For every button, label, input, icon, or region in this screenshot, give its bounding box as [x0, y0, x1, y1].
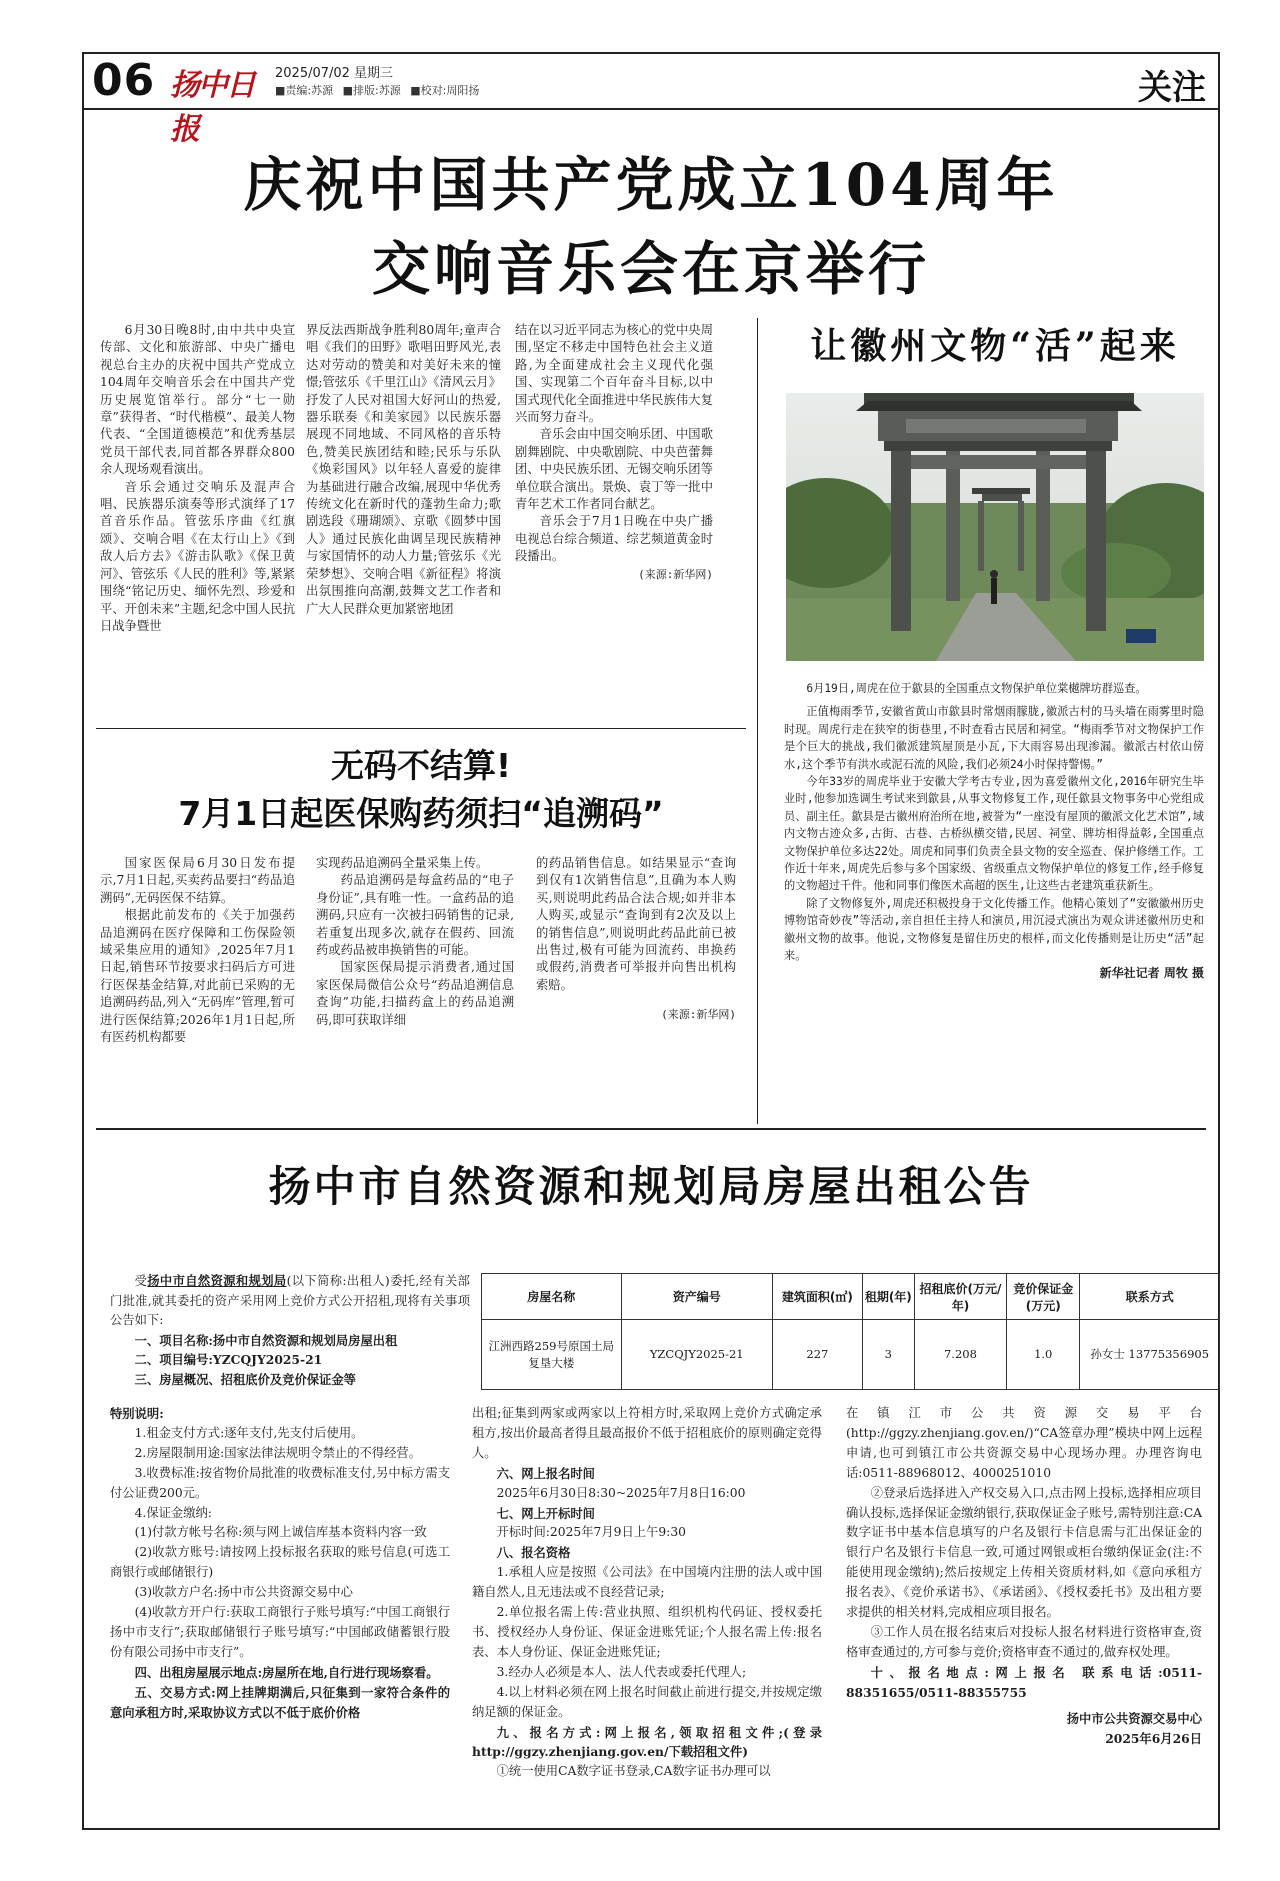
notice-intro [110, 1271, 470, 1390]
notice-paragraph: ②登录后选择进入产权交易入口,点击网上投标,选择相应项目确认投标,选择保证金缴纳银行,获取保证金子账号,需特别注意:CA数字证书中基本信息填写的户名及银行卡信息需与汇出保证金的银行户名及银行卡信息一致,可通过网银或柜台缴纳保证金(注:不能使用现金缴纳);然后按规定上传相关资质材料,如《意向承租方报名表》、《竞价承诺书》、《承诺函》、《授权委托书》及出租方要求提供的相关材料,完成相应项目报名。 [846, 1485, 1202, 1620]
signature-date: 2025年6月26日 [1105, 1730, 1202, 1746]
cell-lease-term: 3 [862, 1320, 914, 1390]
notice-title: 扬中市自然资源和规划局房屋出租公告 [268, 1162, 1034, 1211]
page-header [82, 52, 1220, 147]
headline-line-1: 庆祝中国共产党成立104周年 [243, 151, 1059, 219]
header-cell: 资产编号 [621, 1274, 772, 1320]
intro-prefix: 受 [134, 1274, 148, 1288]
paragraph: 结在以习近平同志为核心的党中央周围,坚定不移走中国特色社会主义道路,为全面建成社会主义现代化强国、实现第二个百年奋斗目标,以中国式现代化全面推进中华民族伟大复兴而努力奋斗。 [515, 323, 713, 425]
article1-column-3 [515, 322, 713, 583]
notice-paragraph: 3.经办人必须是本人、法人代表或委托代理人; [496, 1664, 747, 1679]
paragraph: 音乐会于7月1日晚在中央广播电视总台综合频道、综艺频道黄金时段播出。 [515, 514, 713, 564]
headline-line-2: 交响音乐会在京举行 [371, 235, 930, 303]
paragraph: 国家医保局提示消费者,通过国家医保局微信公众号“药品追溯信息查询”功能,扫描药盒上的药品追溯码,即可获取详细 [316, 960, 514, 1027]
caption-lead: 6月19日,周虎在位于歙县的全国重点文物保护单位棠樾牌坊群巡查。 [806, 682, 1147, 695]
notice-paragraph: 八、报名资格 [496, 1545, 571, 1561]
notice-paragraph: 四、出租房屋展示地点:房屋所在地,自行进行现场察看。 [134, 1664, 439, 1680]
paragraph: 音乐会通过交响乐及混声合唱、民族器乐演奏等形式演绎了17首音乐作品。管弦乐序曲《红旗颂》、交响合唱《在太行山上》《到敌人后方去》《游击队歌》《保卫黄河》、管弦乐《人民的胜利》等,紧紧围绕“铭记历史、缅怀先烈、珍爱和平、开创未来”主题,纪念中国人民抗日战争暨世 [100, 479, 295, 633]
cell-asset-number: YZCQJY2025-21 [621, 1320, 772, 1390]
signature-organization: 扬中市公共资源交易中心 [1066, 1710, 1202, 1726]
paragraph: 6月30日晚8时,由中共中央宣传部、文化和旅游部、中央广播电视总台主办的庆祝中国共产党成立104周年交响音乐会在中国共产党历史展览馆举行。部分“七一勋章”获得者、“时代楷模”、最美人物代表、“全国道德模范”和优秀基层党员干部代表,同首都各界群众800余人现场观看演出。 [100, 323, 295, 477]
intro-rest: (以下简称:出租人)委托,经有关部门批准,就其委托的资产采用网上竞价方式公开招租,现将有关事项公告如下: [110, 1274, 470, 1328]
layout-credit: ■排版:苏源 [342, 84, 401, 97]
notice-paragraph: 1.租金支付方式:逐年支付,先支付后使用。 [134, 1425, 364, 1440]
header-cell: 招租底价(万元/年) [914, 1274, 1006, 1320]
table-header-row [482, 1274, 1220, 1320]
notice-paragraph: 2025年6月30日8:30~2025年7月8日16:00 [496, 1485, 746, 1500]
paragraph: 今年33岁的周虎毕业于安徽大学考古专业,因为喜爱徽州文化,2016年研究生毕业时,他参加选调生考试来到歙县,从事文物修复工作,现任歙县文物事务中心党组成员、副主任。歙县是古徽州府治所在地,被誉为“一座没有屋顶的徽派文化艺术馆”,域内文物古迹众多,古街、古巷、古桥纵横交错,民居、祠堂、牌坊相得益彰,全国重点文物保护单位多达22处。周虎和同事们负责全县文物的安全巡查、保护修缮工作。工作近十年来,周虎先后参与多个国家级、省级重点文物保护单位的修复工作,经手修复的文物超过千件。他和同事们像医术高超的医生,让这些古老建筑重获新生。 [784, 775, 1204, 893]
notice-paragraph: 2.房屋限制用途:国家法律法规明令禁止的不得经营。 [134, 1445, 422, 1460]
editor-credit: ■责编:苏源 [275, 84, 334, 97]
notice-paragraph: 在镇江市公共资源交易平台(http://ggzy.zhenjiang.gov.en/)“CA签章办理”模块中网上远程申请,也可到镇江市公共资源交易中心现场办理。办理咨询电话:0511-88968012、4000251010 [846, 1406, 1202, 1480]
notice-paragraph: 开标时间:2025年7月9日上午9:30 [496, 1525, 686, 1540]
page-number: 06 [92, 55, 156, 106]
photo-credit: 新华社记者 周牧 摄 [1099, 965, 1204, 980]
notice-paragraph: 九、报名方式:网上报名,领取招租文件;(登录http://ggzy.zhenjiang.gov.en/下载招租文件) [472, 1724, 822, 1760]
section-name: 关注 [1138, 68, 1206, 108]
notice-paragraph: (2)收款方账号:请按网上投标报名获取的账号信息(可选工商银行或邮储银行) [110, 1545, 450, 1580]
header-cell: 联系方式 [1080, 1274, 1220, 1320]
article2-column-2 [316, 855, 514, 1029]
issue-date: 2025/07/02 星期三 [275, 66, 394, 81]
article2-headline-1: 无码不结算! [330, 746, 512, 785]
paragraph: 实现药品追溯码全量采集上传。 [316, 856, 489, 870]
intro-paragraph [110, 1271, 470, 1331]
notice-paragraph: 1.承租人应是按照《公司法》在中国境内注册的法人或中国籍自然人,且无违法或不良经营记录; [472, 1565, 822, 1600]
header-cell: 房屋名称 [482, 1274, 622, 1320]
rental-table [481, 1273, 1220, 1390]
paragraph: 药品追溯码是每盒药品的“电子身份证”,具有唯一性。一盒药品的追溯码,只应有一次被扫码销售的记录,若重复出现多次,就存在假药、回流药或药品被串换销售的可能。 [316, 873, 514, 958]
newspaper-logo: 扬中日报 [170, 68, 254, 147]
paragraph: 根据此前发布的《关于加强药品追溯码在医疗保障和工伤保险领域采集应用的通知》,2025年7月1日起,销售环节按要求扫码后方可进行医保基金结算,对此前已采购的无追溯码药品,列入“无码库”管理,暂可进行医保结算;2026年1月1日起,所有医药机构都要 [100, 908, 295, 1045]
notice-paragraph: (1)付款方帐号名称:须与网上诚信库基本资料内容一致 [134, 1525, 427, 1540]
paragraph: 音乐会由中国交响乐团、中国歌剧舞剧院、中央歌剧院、中央芭蕾舞团、中央民族乐团、无锡交响乐团等单位联合演出。景焕、袁丁等一批中青年艺术工作者同台献艺。 [515, 427, 713, 512]
notice-paragraph: 2.单位报名需上传:营业执照、组织机构代码证、授权委托书、授权经办人身份证、保证金进账凭证;个人报名需上传:报名表、本人身份证、保证金进账凭证; [472, 1605, 822, 1659]
column-divider [757, 318, 758, 1124]
notice-paragraph: (4)收款方开户行:获取工商银行子账号填写:“中国工商银行扬中市支行”;获取邮储银行子账号填写:“中国邮政储蓄银行股份有限公司扬中市支行”。 [110, 1605, 450, 1659]
item-2: 二、项目编号:YZCQJY2025-21 [134, 1352, 323, 1368]
memorial-archway-photo [786, 393, 1204, 661]
notice-paragraph: 五、交易方式:网上挂牌期满后,只征集到一家符合条件的意向承租方时,采取协议方式以不低于底价价格 [110, 1684, 450, 1720]
cell-reserve-price: 7.208 [914, 1320, 1006, 1390]
notice-paragraph: 十、报名地点:网上报名 联系电话:0511-88351655/0511-88355755 [846, 1664, 1202, 1700]
notice-column-3 [846, 1404, 1202, 1748]
photo-story-title: 让徽州文物“活”起来 [810, 325, 1180, 367]
article2-column-3 [536, 855, 736, 1024]
notice-paragraph: 特别说明: [110, 1406, 164, 1421]
notice-paragraph: 出租;征集到两家或两家以上符相方时,采取网上竞价方式确定承租方,按出价最高者得且最高报价不低于招租底价的原则确定竞得人。 [472, 1406, 822, 1460]
staff-credits [275, 82, 485, 98]
proofreader-credit: ■校对:周阳扬 [410, 84, 480, 97]
notice-paragraph: (3)收款方户名:扬中市公共资源交易中心 [134, 1585, 353, 1600]
notice-column-1 [110, 1404, 450, 1723]
paragraph: 界反法西斯战争胜利80周年;童声合唱《我们的田野》歌唱田野风光,表达对劳动的赞美和对美好未来的憧憬;管弦乐《千里江山》《清风云月》抒发了人民对祖国大好河山的热爱,器乐联奏《和美家园》以民族乐器展现不同地域、不同风格的音乐特色,赞美民族团结和睦;民乐与乐队《焕彩国风》以年轻人喜爱的旋律为基础进行融合改编,展现中华优秀传统文化在新时代的蓬勃生命力;歌剧选段《珊瑚颂》、京歌《圆梦中国人》通过民族化曲调呈现民族精神与家国情怀的动人力量;管弦乐《光荣梦想》、交响合唱《新征程》将演出氛围推向高潮,鼓舞文艺工作者和广大人民群众更加紧密地团 [306, 323, 501, 616]
notice-paragraph: 4.以上材料必须在网上报名时间截止前进行提交,并按规定缴纳足额的保证金。 [472, 1684, 822, 1719]
header-cell: 建筑面积(㎡) [772, 1274, 862, 1320]
notice-paragraph: 4.保证金缴纳: [134, 1505, 212, 1520]
article2-source: (来源:新华网) [661, 1008, 736, 1022]
paragraph: 的药品销售信息。如结果显示“查询到仅有1次销售信息”,且确为本人购买,则说明此药品合法合规;如并非本人购买,或显示“查询到有2次及以上的销售信息”,则说明此药品此前已被出售过,极有可能为回流药、串换药或假药,消费者可举报并向售出机构索赔。 [536, 856, 736, 992]
cell-deposit: 1.0 [1007, 1320, 1080, 1390]
notice-paragraph: 七、网上开标时间 [496, 1505, 595, 1521]
item-1: 一、项目名称:扬中市自然资源和规划局房屋出租 [134, 1332, 398, 1348]
notice-paragraph: 3.收费标准:按省物价局批准的收费标准支付,另中标方需支付公证费200元。 [110, 1465, 450, 1500]
photo-caption [784, 680, 1204, 982]
article1-source: (来源:新华网) [638, 567, 713, 581]
paragraph: 正值梅雨季节,安徽省黄山市歙县时常烟雨朦胧,徽派古村的马头墙在雨雾里时隐时现。周虎行走在狭窄的街巷里,不时查看古民居和祠堂。“梅雨季节对文物保护工作是个巨大的挑战,我们徽派建筑屋顶是小瓦,下大雨容易出现渗漏。徽派古村依山傍水,这个季节有洪水或泥石流的风险,我们必须24小时保持警惕。” [784, 705, 1204, 771]
item-3: 三、房屋概况、招租底价及竞价保证金等 [134, 1371, 356, 1387]
notice-divider [96, 1128, 1206, 1130]
notice-column-2 [472, 1404, 822, 1782]
notice-paragraph: ③工作人员在报名结束后对投标人报名材料进行资格审查,资格审查通过的,方可参与竞价;资格审查不通过的,做弃权处理。 [846, 1624, 1202, 1659]
article-divider [96, 728, 746, 729]
cell-contact: 孙女士 13775356905 [1080, 1320, 1220, 1390]
notice-paragraph: ①统一使用CA数字证书登录,CA数字证书办理可以 [496, 1764, 771, 1779]
article2-headline-2: 7月1日起医保购药须扫“追溯码” [178, 794, 664, 833]
table-row [482, 1320, 1220, 1390]
cell-property-name: 江洲西路259号原国土局复垦大楼 [482, 1320, 622, 1390]
intro-organization: 扬中市自然资源和规划局 [147, 1273, 287, 1288]
header-cell: 租期(年) [862, 1274, 914, 1320]
paragraph: 国家医保局6月30日发布提示,7月1日起,买卖药品要扫“药品追溯码”,无码医保不结算。 [100, 856, 295, 905]
notice-paragraph: 六、网上报名时间 [496, 1465, 595, 1481]
article1-column-1 [100, 322, 295, 635]
cell-floor-area: 227 [772, 1320, 862, 1390]
header-cell: 竞价保证金(万元) [1007, 1274, 1080, 1320]
article1-column-2 [306, 322, 501, 618]
paragraph: 除了文物修复外,周虎还积极投身于文化传播工作。他精心策划了“安徽徽州历史博物馆奇妙夜”等活动,亲自担任主持人和演员,用沉浸式演出为观众讲述徽州历史和徽州文物的故事。他说,文物修复是留住历史的根样,而文化传播则是让历史“活”起来。 [784, 896, 1204, 963]
article2-column-1 [100, 855, 295, 1046]
